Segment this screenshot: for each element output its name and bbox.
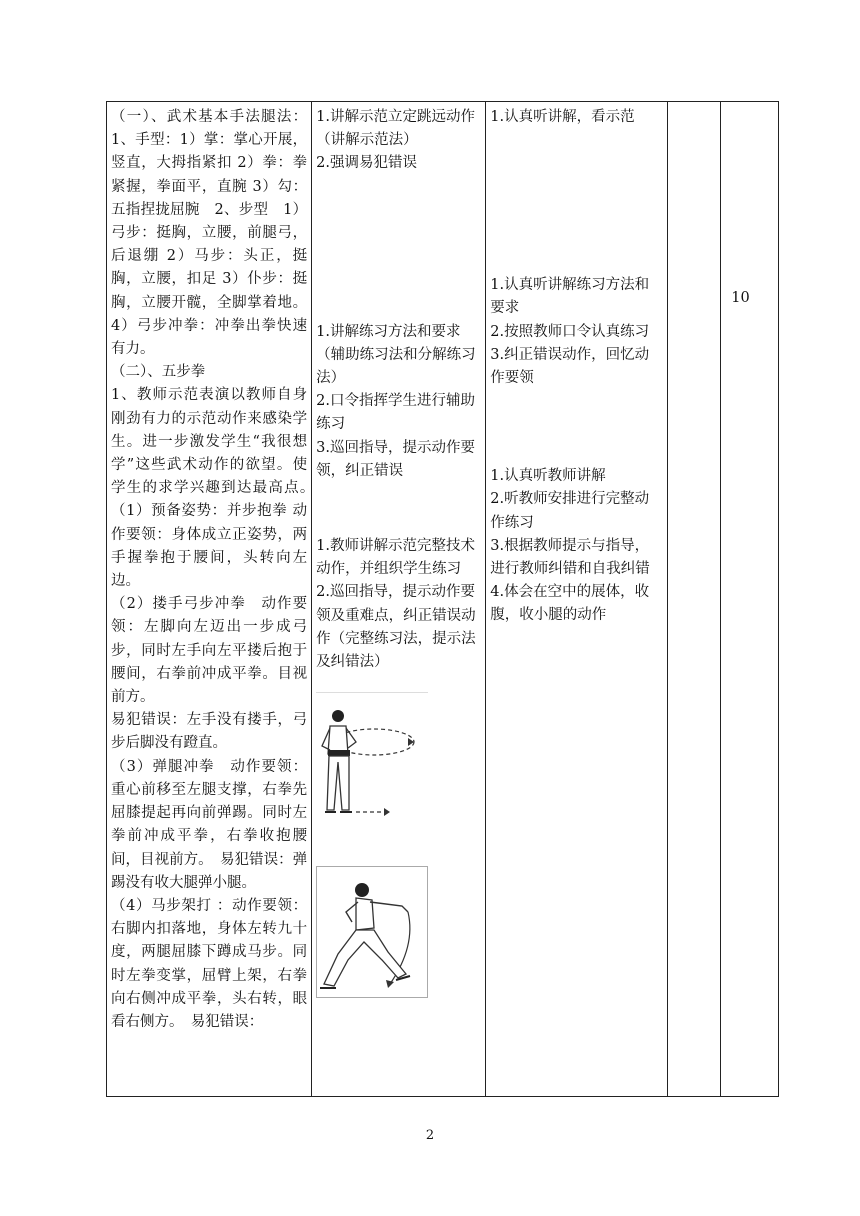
paragraph-teacher-demo: 1、教师示范表演以教师自身刚劲有力的示范动作来感染学生。进一步激发学生“我很想学”这些武术动作的欲望。使 学生的求学兴趣到达最高点。 （1）预备姿势：并步抱拳 动作要领：身体成立正姿势，两手握拳抱于腰间，头转向左边。 — [111, 387, 322, 590]
teacher-group-1 — [316, 106, 481, 176]
lesson-plan-table — [106, 101, 779, 1097]
list-item: 1.讲解示范立定跳远动作（讲解示范法） — [316, 109, 475, 149]
teacher-group-2 — [316, 321, 481, 483]
student-group-2 — [490, 274, 663, 390]
page-number: 2 — [425, 1128, 435, 1143]
figure-icon-horse-stance — [316, 866, 428, 998]
student-group-1 — [490, 106, 663, 129]
list-item: 3.纠正错误动作，回忆动作要领 — [490, 346, 650, 387]
list-item: 3.根据教师提示与指导，进行教师纠错和自我纠错 — [490, 537, 650, 578]
list-item: 1.教师讲解示范完整技术动作，并组织学生练习 — [316, 538, 475, 578]
list-item: 1.认真听讲解，看示范 — [490, 109, 635, 125]
teacher-activity-cell — [312, 102, 486, 1097]
student-activity-cell — [486, 102, 668, 1097]
content-cell — [107, 102, 322, 1097]
paragraph-step2: （2）搂手弓步冲拳 动作要领：左脚向左迈出一步成弓步，同时左手向左平搂后抱于腰间，右拳前冲成平拳。目视前方。 — [111, 596, 308, 706]
paragraph-step2-errors: 易犯错误：左手没有搂手，弓步后脚没有蹬直。 — [111, 712, 308, 752]
list-item: 2.口令指挥学生进行辅助练习 — [316, 393, 475, 433]
paragraph-basic-hand-leg: （一）、武术基本手法腿法：1、手型：1）掌：掌心开展，竖直，大拇指紧扣 2）拳：拳紧握，拳面平，直腕 3）勾：五指捏拢屈腕 2、步型 1）弓步：挺胸，立腰，前腿弓，后退绷 2）马步：头正，挺胸，立腰，扣足 3）仆步：挺胸，立腰开髋，全脚掌着地。 4）弓步冲拳：冲拳出拳快速有力。 — [111, 109, 308, 358]
list-item: 1.认真听讲解练习方法和要求 — [490, 277, 650, 317]
list-item: 2.按照教师口令认真练习 — [490, 323, 650, 340]
table-row — [107, 102, 779, 1097]
list-item: 2.强调易犯错误 — [316, 155, 417, 172]
empty-cell — [667, 102, 720, 1097]
list-item: 2.听教师安排进行完整动作练习 — [490, 491, 650, 531]
list-item: 2.巡回指导，提示动作要领及重难点，纠正错误动作（完整练习法，提示法及纠错法） — [316, 584, 476, 671]
paragraph-step3: （3）弹腿冲拳 动作要领：重心前移至左腿支撑，右拳先屈膝提起再向前弹踢。同时左拳前冲成平拳，右拳收抱腰间，目视前方。 易犯错误：弹踢没有收大腿弹小腿。 — [111, 758, 308, 891]
paragraph-five-step-fist-heading: （二）、五步拳 — [111, 364, 206, 381]
list-item: 3.巡回指导，提示动作要领，纠正错误 — [316, 439, 475, 479]
time-cell: 10 — [721, 102, 779, 1097]
list-item: 4.体会在空中的展体，收腹，收小腿的动作 — [490, 584, 650, 624]
list-item: 1.讲解练习方法和要求（辅助练习法和分解练习法） — [316, 323, 476, 387]
figure-icon-ready-stance — [316, 692, 428, 820]
paragraph-step4: （4）马步架打 ：动作要领：右脚内扣落地，身体左转九十度，两腿屈膝下蹲成马步。同时左拳变掌，屈臂上架，右拳向右侧冲成平拳，头右转，眼看右侧方。 易犯错误： — [111, 897, 308, 1030]
list-item: 1.认真听教师讲解 — [490, 468, 606, 485]
student-group-3 — [490, 465, 663, 627]
teacher-group-3 — [316, 535, 481, 674]
